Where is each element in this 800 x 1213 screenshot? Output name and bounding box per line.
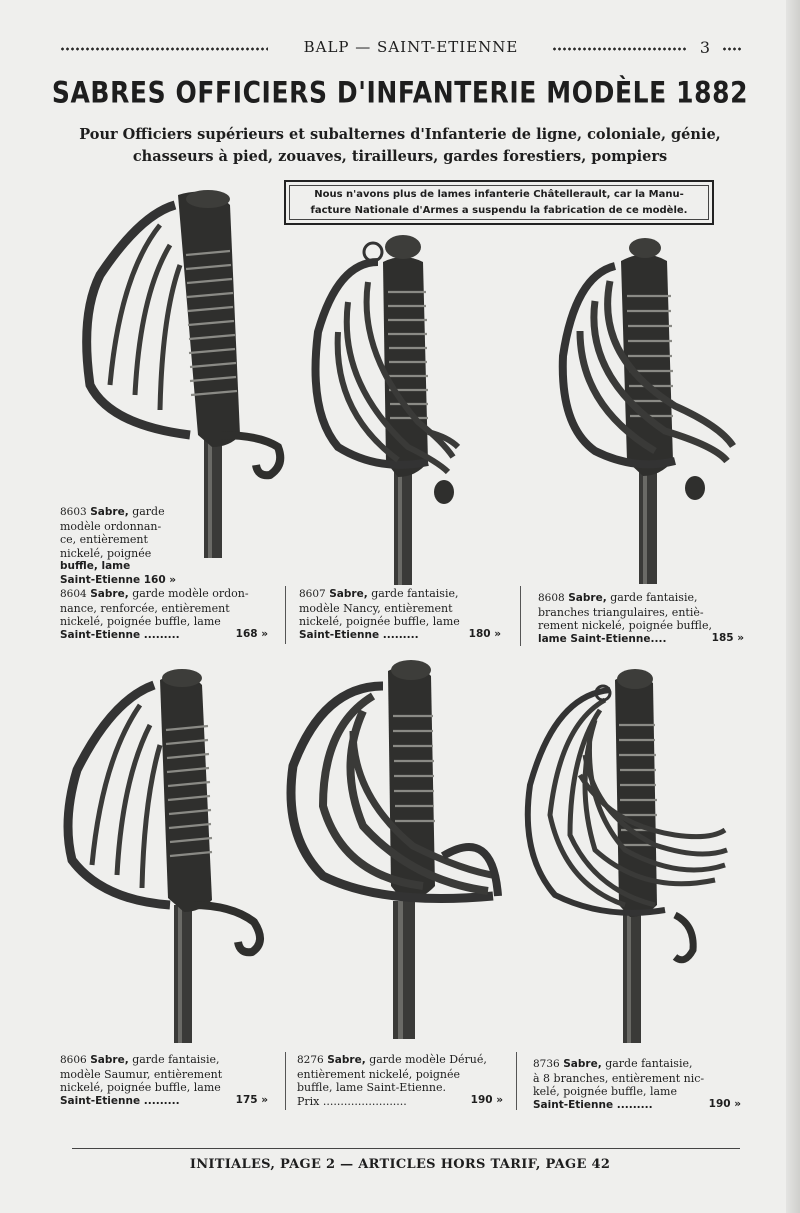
sword-illustration-8276 xyxy=(283,656,508,1041)
sword-illustration-8608 xyxy=(555,236,745,586)
sword-illustration-8603 xyxy=(80,185,290,560)
notice-line: facture Nationale d'Armes a suspendu la fabrication de ce modèle. xyxy=(310,205,688,216)
caption-8603: 8603 Sabre, garde modèle ordonnan- ce, entièrement nickelé, poignée buffle, lame Saint-Etienne 160 » xyxy=(60,505,202,587)
page-title: SABRES OFFICIERS D'INFANTERIE MODÈLE 1882 xyxy=(51,75,749,110)
item-ref: 8603 xyxy=(60,506,87,518)
sword-illustration-8736 xyxy=(515,665,735,1045)
column-divider xyxy=(520,586,521,646)
item-price: 185 » xyxy=(711,631,744,644)
subtitle-line: chasseurs à pied, zouaves, tirailleurs, gardes forestiers, pompiers xyxy=(132,148,668,165)
sword-illustration-8607 xyxy=(298,232,473,587)
running-title: BALP — SAINT-ETIENNE xyxy=(303,38,519,56)
item-price: 175 » xyxy=(235,1093,268,1106)
dotted-leader xyxy=(722,47,742,51)
sword-illustration-8606 xyxy=(62,660,282,1045)
column-divider xyxy=(516,1052,517,1110)
notice-box xyxy=(284,180,714,225)
notice-line: Nous n'avons plus de lames infanterie Châtellerault, car la Manu- xyxy=(314,189,684,200)
caption-8606: 8606 Sabre, garde fantaisie, modèle Saumur, entièrement nickelé, poignée buffle, lame Saint-Etienne ......... 175 » xyxy=(60,1053,268,1107)
item-name: Sabre, xyxy=(90,506,129,518)
paper-edge xyxy=(786,0,800,1213)
item-price: Saint-Etienne 160 » xyxy=(60,573,177,586)
caption-8608: 8608 Sabre, garde fantaisie, branches triangulaires, entiè- rement nickelé, poignée buffle, lame Saint-Etienne.... 185 » xyxy=(538,591,744,645)
column-divider xyxy=(285,1052,286,1110)
item-price: 180 » xyxy=(468,627,501,640)
caption-8604: 8604 Sabre, garde modèle ordon- nance, renforcée, entièrement nickelé, poignée buffle, lame Saint-Etienne ......... 168 » xyxy=(60,587,268,641)
subtitle-line: Pour Officiers supérieurs et subalternes d'Infanterie de ligne, coloniale, génie, xyxy=(79,126,721,143)
item-price: 168 » xyxy=(235,627,268,640)
dotted-leader xyxy=(60,47,268,51)
caption-8276: 8276 Sabre, garde modèle Dérué, entièrement nickelé, poignée buffle, lame Saint-Etienne. Prix ........................ 190 » xyxy=(297,1053,503,1108)
caption-8607: 8607 Sabre, garde fantaisie, modèle Nancy, entièrement nickelé, poignée buffle, lame Saint-Etienne ......... 180 » xyxy=(299,587,501,641)
page-number: 3 xyxy=(699,38,711,57)
dotted-leader xyxy=(552,47,686,51)
column-divider xyxy=(285,586,286,644)
caption-8736: 8736 Sabre, garde fantaisie, à 8 branches, entièrement nic- kelé, poignée buffle, lame Saint-Etienne ......... 190 » xyxy=(533,1057,741,1111)
page-footer: INITIALES, PAGE 2 — ARTICLES HORS TARIF, PAGE 42 xyxy=(189,1157,611,1172)
item-price: 190 » xyxy=(470,1093,503,1106)
running-header xyxy=(60,38,742,58)
footer-rule xyxy=(72,1148,740,1149)
item-price: 190 » xyxy=(708,1097,741,1110)
